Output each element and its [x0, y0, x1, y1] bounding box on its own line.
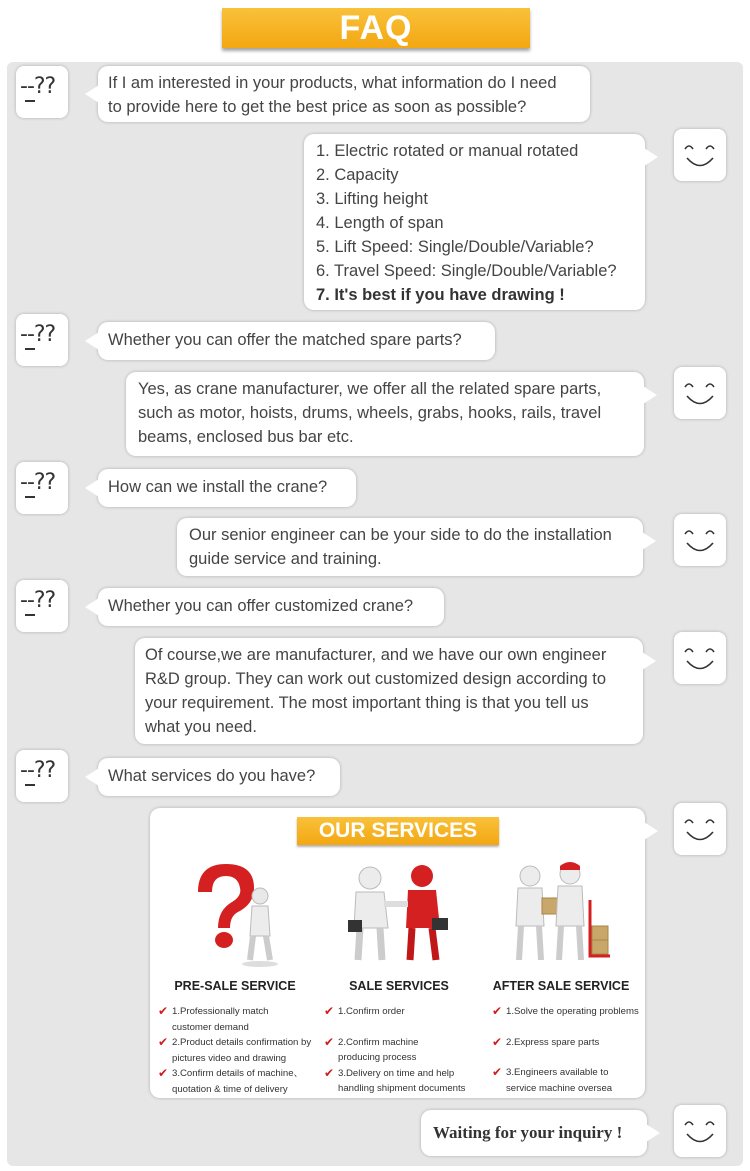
answer-text: 3. Lifting height: [316, 190, 428, 208]
check-icon: ✔: [324, 1034, 335, 1049]
service-item: ✔ 2.Confirm machine producing process: [324, 1034, 419, 1063]
check-icon: ✔: [158, 1035, 169, 1049]
answer-text: R&D group. They can work out customized design according to: [145, 670, 607, 688]
pre-sale-heading: PRE-SALE SERVICE: [174, 979, 296, 993]
smiley-face-icon: [674, 367, 726, 419]
answer-text: 1. Electric rotated or manual rotated: [316, 142, 579, 160]
answer-text: beams, enclosed bus bar etc.: [138, 428, 354, 446]
services-title: OUR SERVICES: [297, 817, 499, 845]
smiley-face-icon: [674, 514, 726, 566]
question-text: What services do you have?: [108, 767, 316, 785]
answer-text: Yes, as crane manufacturer, we offer all the related spare parts,: [138, 380, 602, 398]
sale-column: [314, 856, 484, 1097]
service-item: ✔ 1.Professionally match customer demand: [158, 1004, 269, 1033]
question-text: If I am interested in your products, what information do I need: [108, 74, 557, 92]
check-icon: ✔: [324, 1065, 335, 1080]
answer-bubble-4: [135, 638, 643, 744]
question-face-icon: --??: [16, 314, 68, 366]
question-face-icon: --??: [16, 66, 68, 118]
question-bubble-5: [98, 758, 340, 796]
check-icon: ✔: [492, 1034, 503, 1049]
service-item: ✔ 2.Express spare parts: [492, 1034, 600, 1049]
question-text: Whether you can offer the matched spare parts?: [108, 331, 462, 349]
after-sale-column: [476, 856, 646, 1096]
answer-text: guide service and training.: [189, 550, 382, 568]
check-icon: ✔: [158, 1066, 169, 1080]
answer-text: Of course,we are manufacturer, and we have our own engineer: [145, 646, 607, 664]
check-icon: ✔: [492, 1004, 503, 1018]
closing-text: Waiting for your inquiry !: [433, 1123, 623, 1142]
answer-bubble-2: [126, 372, 644, 456]
question-bubble-1: [98, 66, 590, 122]
smiley-face-icon: [674, 129, 726, 181]
question-bubble-3: [98, 469, 356, 507]
faq-panel: [7, 62, 743, 1166]
check-icon: ✔: [158, 1004, 169, 1018]
question-text: How can we install the crane?: [108, 478, 328, 496]
service-item: ✔ 1.Confirm order: [324, 1004, 405, 1018]
service-item: ✔ 3.Confirm details of machine、 quotation & time of delivery: [158, 1066, 304, 1095]
question-bubble-2: [98, 322, 495, 360]
question-text: Whether you can offer customized crane?: [108, 597, 414, 615]
answer-text: such as motor, hoists, drums, wheels, grabs, hooks, rails, travel: [138, 404, 602, 422]
faq-title-banner: FAQ: [222, 8, 530, 48]
check-icon: ✔: [492, 1065, 503, 1079]
smiley-face-icon: [674, 1105, 726, 1157]
answer-text: what you need.: [145, 718, 257, 736]
answer-bubble-3: [177, 518, 643, 576]
check-icon: ✔: [324, 1004, 335, 1018]
answer-text: 2. Capacity: [316, 166, 399, 184]
delivery-figures-icon: [506, 856, 616, 968]
smiley-face-icon: [674, 803, 726, 855]
question-face-icon: --??: [16, 750, 68, 802]
question-face-icon: --??: [16, 462, 68, 514]
service-item: ✔ 3.Delivery on time and help handling shipment documents: [324, 1065, 466, 1094]
answer-text: Our senior engineer can be your side to do the installation: [189, 526, 612, 544]
answer-emphasis: 7. It's best if you have drawing !: [316, 286, 565, 304]
answer-text: 5. Lift Speed: Single/Double/Variable?: [316, 238, 594, 256]
question-face-icon: --??: [16, 580, 68, 632]
answer-text: your requirement. The most important thing is that you tell us: [145, 694, 589, 712]
question-mark-figure-icon: [180, 856, 290, 968]
handshake-figures-icon: [344, 856, 454, 968]
question-text: to provide here to get the best price as soon as possible?: [108, 98, 527, 116]
question-bubble-4: [98, 588, 444, 626]
closing-bubble: [421, 1110, 647, 1156]
after-sale-heading: AFTER SALE SERVICE: [492, 979, 630, 993]
services-bubble: [150, 808, 645, 1098]
answer-text: 6. Travel Speed: Single/Double/Variable?: [316, 262, 617, 280]
pre-sale-column: [150, 856, 320, 1097]
service-item: ✔ 1.Solve the operating problems: [492, 1004, 639, 1018]
smiley-face-icon: [674, 632, 726, 684]
sale-heading: SALE SERVICES: [349, 979, 449, 993]
answer-text: 4. Length of span: [316, 214, 444, 232]
service-item: ✔ 2.Product details confirmation by pictures video and drawing: [158, 1035, 312, 1064]
service-item: ✔ 3.Engineers available to service machine oversea: [492, 1065, 613, 1094]
answer-bubble-1: [304, 134, 645, 310]
